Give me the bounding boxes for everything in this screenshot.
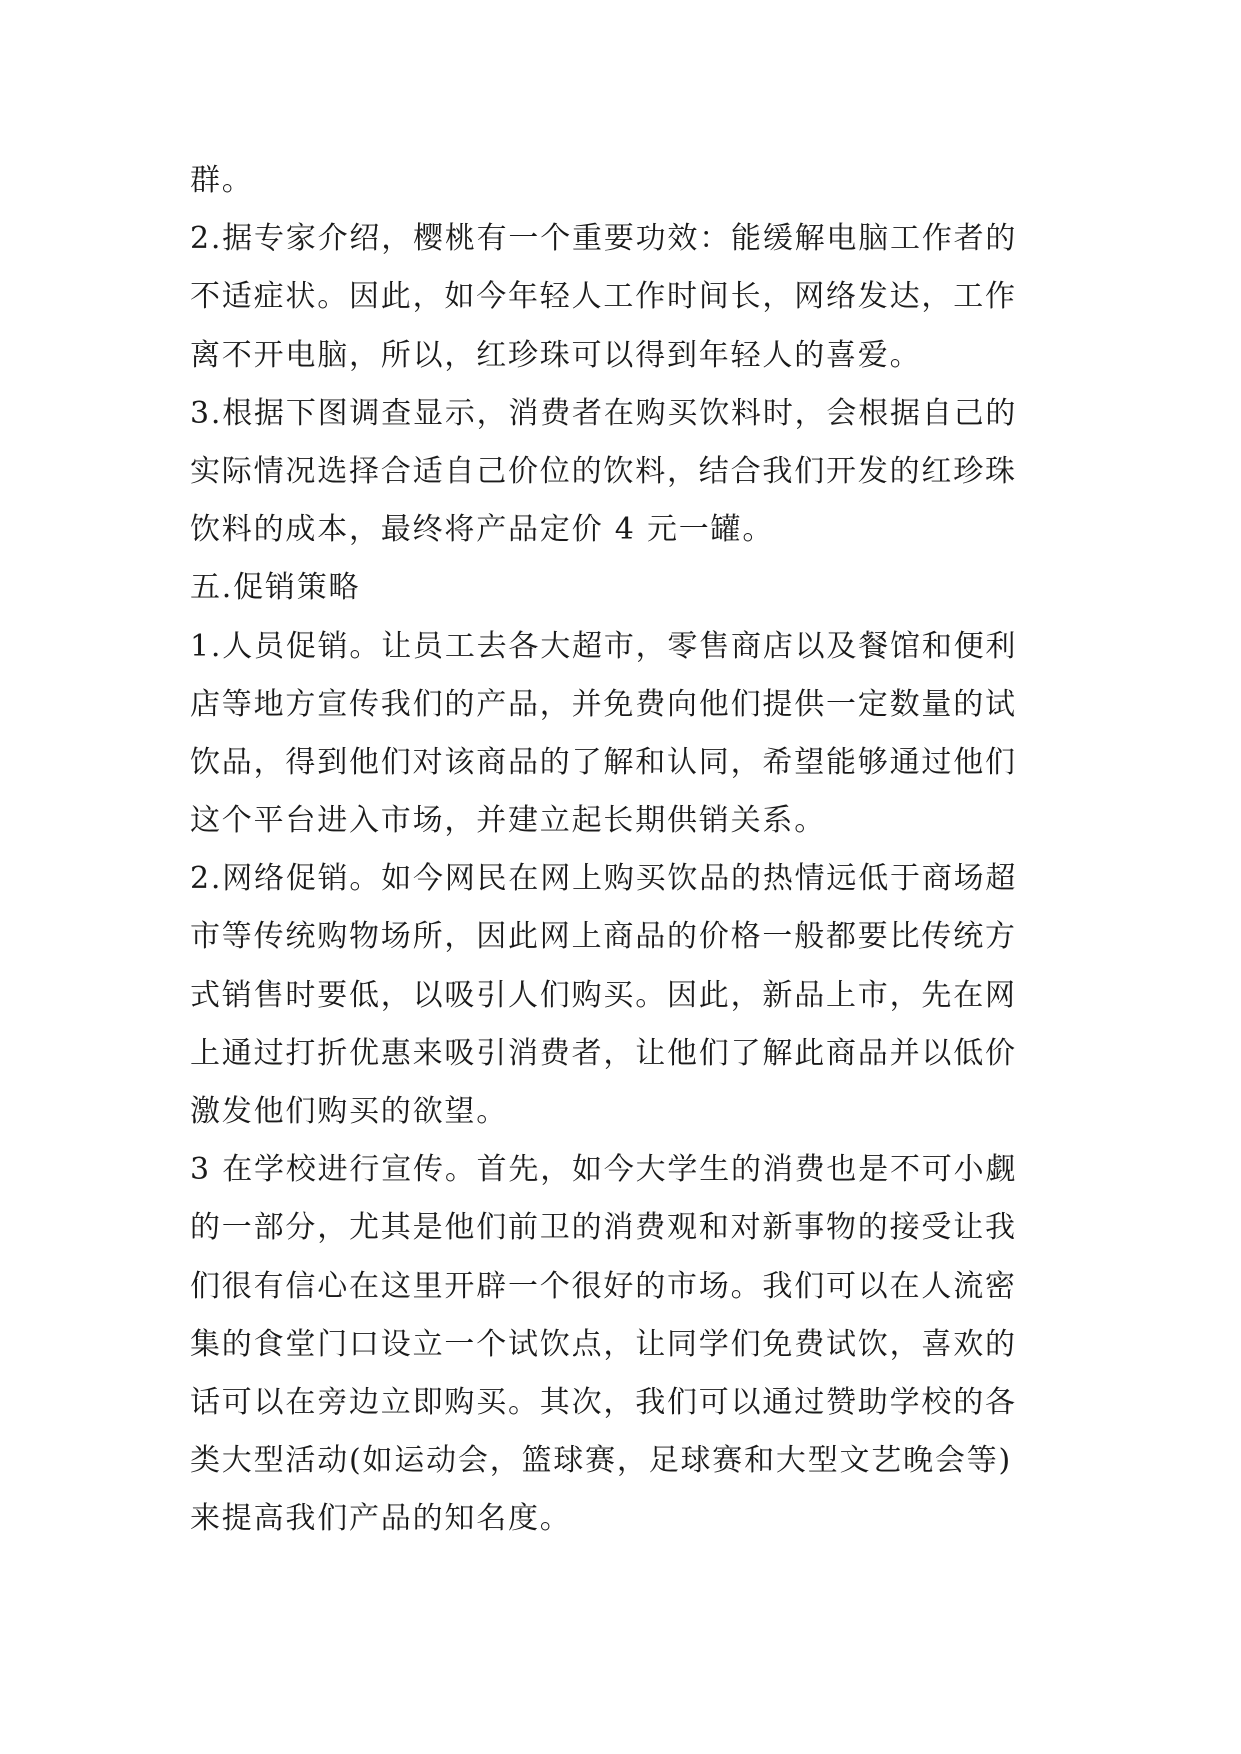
text-line: 类大型活动(如运动会，篮球赛，足球赛和大型文艺晚会等)	[190, 1443, 1013, 1479]
text-line: 群。	[190, 163, 254, 198]
text-line: 1.人员促销。让员工去各大超市，零售商店以及餐馆和便利	[190, 628, 1018, 664]
text-line: 这个平台进入市场，并建立起长期供销关系。	[190, 803, 826, 839]
text-line: 饮品，得到他们对该商品的了解和认同，希望能够通过他们	[190, 744, 1017, 780]
text-line: 2.据专家介绍，樱桃有一个重要功效：能缓解电脑工作者的	[190, 221, 1018, 257]
document-page	[190, 152, 1070, 1549]
text-line: 的一部分，尤其是他们前卫的消费观和对新事物的接受让我	[190, 1210, 1017, 1246]
text-line: 饮料的成本，最终将产品定价 4 元一罐。	[190, 512, 775, 548]
text-line: 式销售时要低，以吸引人们购买。因此，新品上市，先在网	[190, 977, 1017, 1013]
text-line: 2.网络促销。如今网民在网上购买饮品的热情远低于商场超	[190, 861, 1018, 897]
text-line: 们很有信心在这里开辟一个很好的市场。我们可以在人流密	[190, 1268, 1017, 1304]
text-line: 3.根据下图调查显示，消费者在购买饮料时，会根据自己的	[190, 395, 1018, 431]
text-line: 集的食堂门口设立一个试饮点，让同学们免费试饮，喜欢的	[190, 1326, 1017, 1362]
text-line: 店等地方宣传我们的产品，并免费向他们提供一定数量的试	[190, 686, 1017, 722]
text-line: 不适症状。因此，如今年轻人工作时间长，网络发达，工作	[190, 279, 1017, 315]
text-line: 3 在学校进行宣传。首先，如今大学生的消费也是不可小觑	[190, 1152, 1018, 1188]
text-line: 上通过打折优惠来吸引消费者，让他们了解此商品并以低价	[190, 1035, 1017, 1071]
text-line: 市等传统购物场所，因此网上商品的价格一般都要比传统方	[190, 919, 1017, 955]
text-line: 激发他们购买的欲望。	[190, 1094, 508, 1129]
text-line: 话可以在旁边立即购买。其次，我们可以通过赞助学校的各	[190, 1384, 1017, 1420]
text-line: 来提高我们产品的知名度。	[190, 1501, 572, 1537]
section-heading: 五.促销策略	[190, 570, 361, 606]
text-line: 实际情况选择合适自己价位的饮料，结合我们开发的红珍珠	[190, 453, 1017, 489]
text-line: 离不开电脑，所以，红珍珠可以得到年轻人的喜爱。	[190, 337, 922, 373]
